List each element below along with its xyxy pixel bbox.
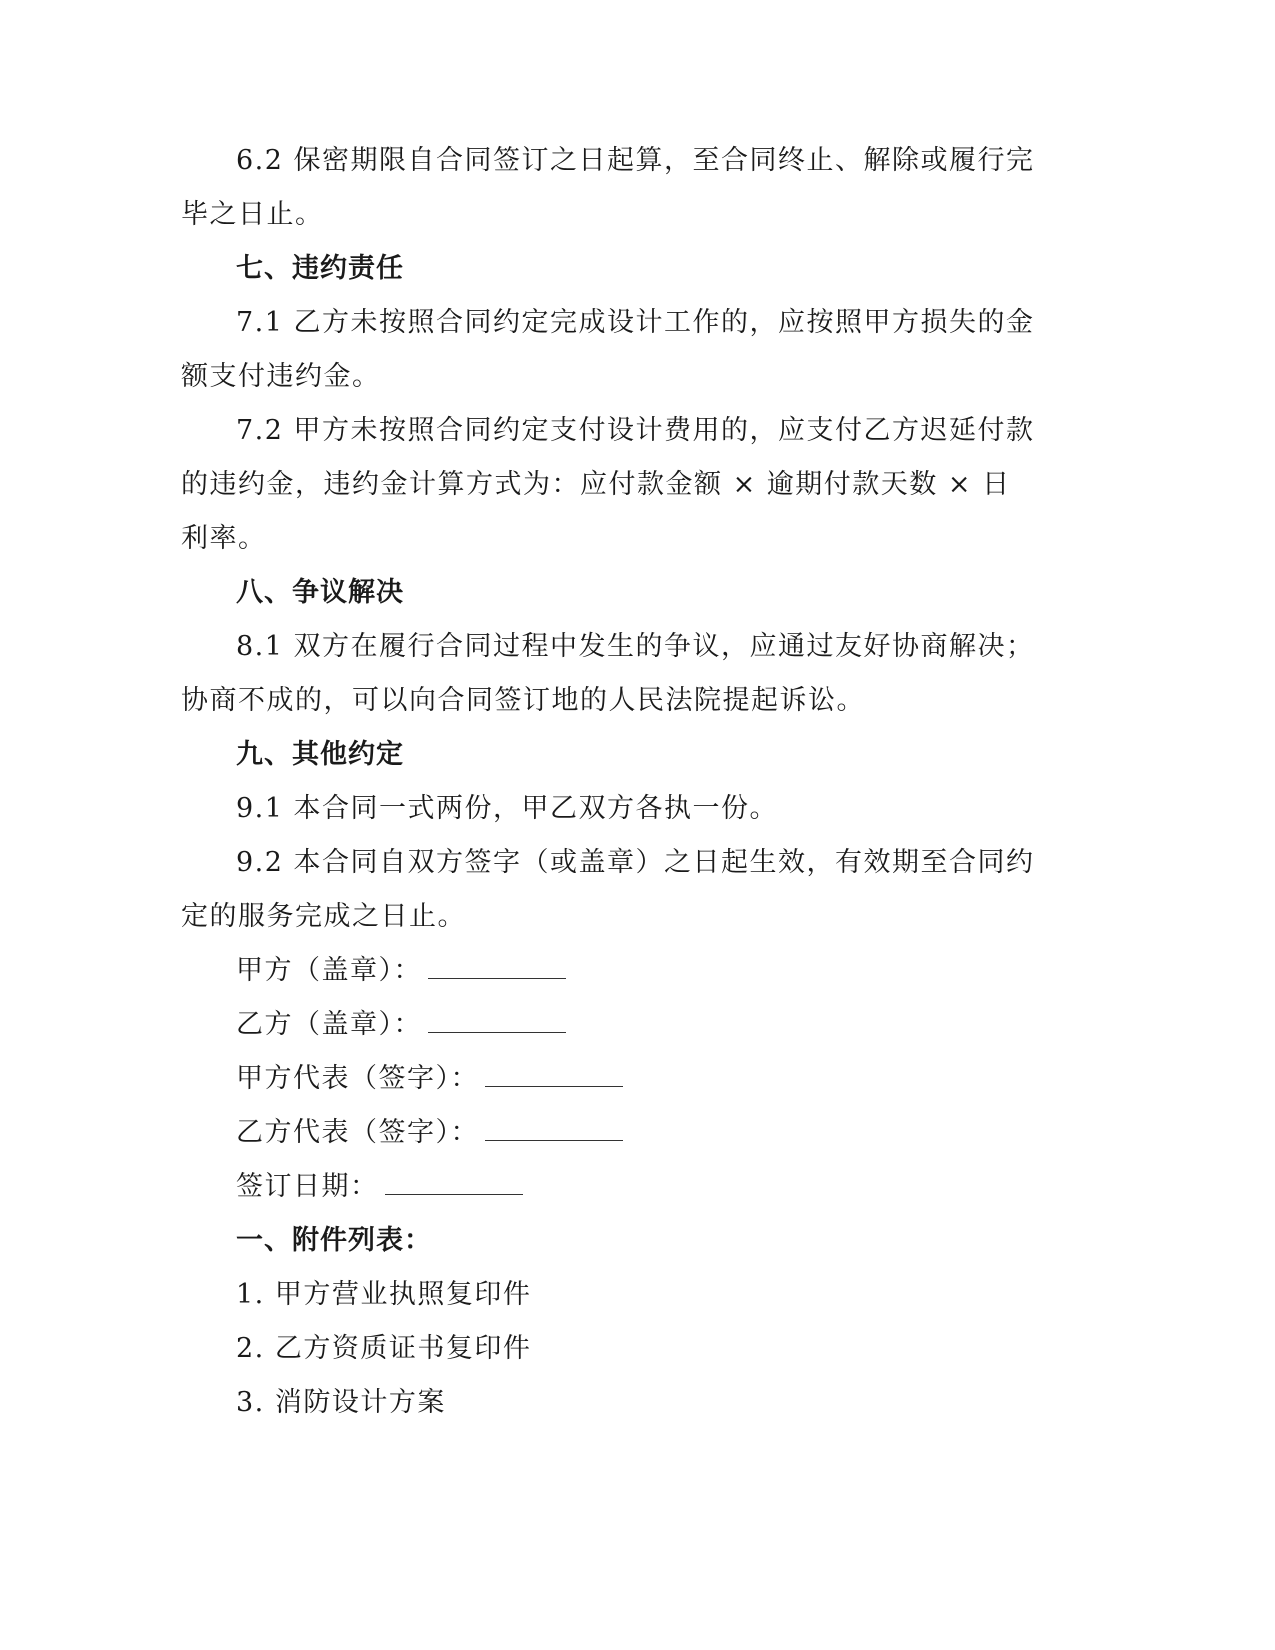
- signature-party-a-representative: [236, 1061, 623, 1097]
- section-heading-other-terms: 九、其他约定: [236, 739, 404, 770]
- clause-8-1-line-2: 协商不成的，可以向合同签订地的人民法院提起诉讼。: [181, 685, 865, 716]
- clause-9-1: 9.1 本合同一式两份，甲乙双方各执一份。: [236, 793, 779, 824]
- section-heading-attachments: 一、附件列表：: [236, 1225, 432, 1256]
- signature-blank-line[interactable]: [385, 1170, 523, 1195]
- signature-party-b-representative: [236, 1115, 623, 1151]
- clause-8-1-line-1: 8.1 双方在履行合同过程中发生的争议，应通过友好协商解决；: [236, 631, 1035, 662]
- attachment-item: 3. 消防设计方案: [236, 1387, 446, 1418]
- signature-date: [236, 1169, 523, 1205]
- signature-label: 乙方代表（签字）：: [236, 1117, 479, 1148]
- clause-6-2-line-1: 6.2 保密期限自合同签订之日起算，至合同终止、解除或履行完: [236, 145, 1035, 176]
- clause-7-2-line-1: 7.2 甲方未按照合同约定支付设计费用的，应支付乙方迟延付款: [236, 415, 1035, 446]
- signature-label: 甲方代表（签字）：: [236, 1063, 479, 1094]
- clause-7-1-line-2: 额支付违约金。: [181, 361, 381, 392]
- clause-7-2-line-3: 利率。: [181, 523, 267, 554]
- signature-blank-line[interactable]: [485, 1116, 623, 1141]
- signature-label: 乙方（盖章）：: [236, 1009, 422, 1040]
- clause-6-2-line-2: 毕之日止。: [181, 199, 324, 230]
- signature-party-a-seal: [236, 953, 566, 989]
- section-heading-breach-liability: 七、违约责任: [236, 253, 404, 284]
- section-heading-dispute-resolution: 八、争议解决: [236, 577, 404, 608]
- signature-label: 签订日期：: [236, 1171, 379, 1202]
- clause-7-1-line-1: 7.1 乙方未按照合同约定完成设计工作的，应按照甲方损失的金: [236, 307, 1035, 338]
- attachment-item: 1. 甲方营业执照复印件: [236, 1279, 532, 1310]
- signature-label: 甲方（盖章）：: [236, 955, 422, 986]
- signature-blank-line[interactable]: [485, 1062, 623, 1087]
- attachment-item: 2. 乙方资质证书复印件: [236, 1333, 532, 1364]
- clause-9-2-line-1: 9.2 本合同自双方签字（或盖章）之日起生效，有效期至合同约: [236, 847, 1035, 878]
- clause-9-2-line-2: 定的服务完成之日止。: [181, 901, 466, 932]
- signature-party-b-seal: [236, 1007, 566, 1043]
- signature-blank-line[interactable]: [428, 1008, 566, 1033]
- clause-7-2-line-2: 的违约金，违约金计算方式为：应付款金额 × 逾期付款天数 × 日: [181, 469, 1011, 500]
- signature-blank-line[interactable]: [428, 954, 566, 979]
